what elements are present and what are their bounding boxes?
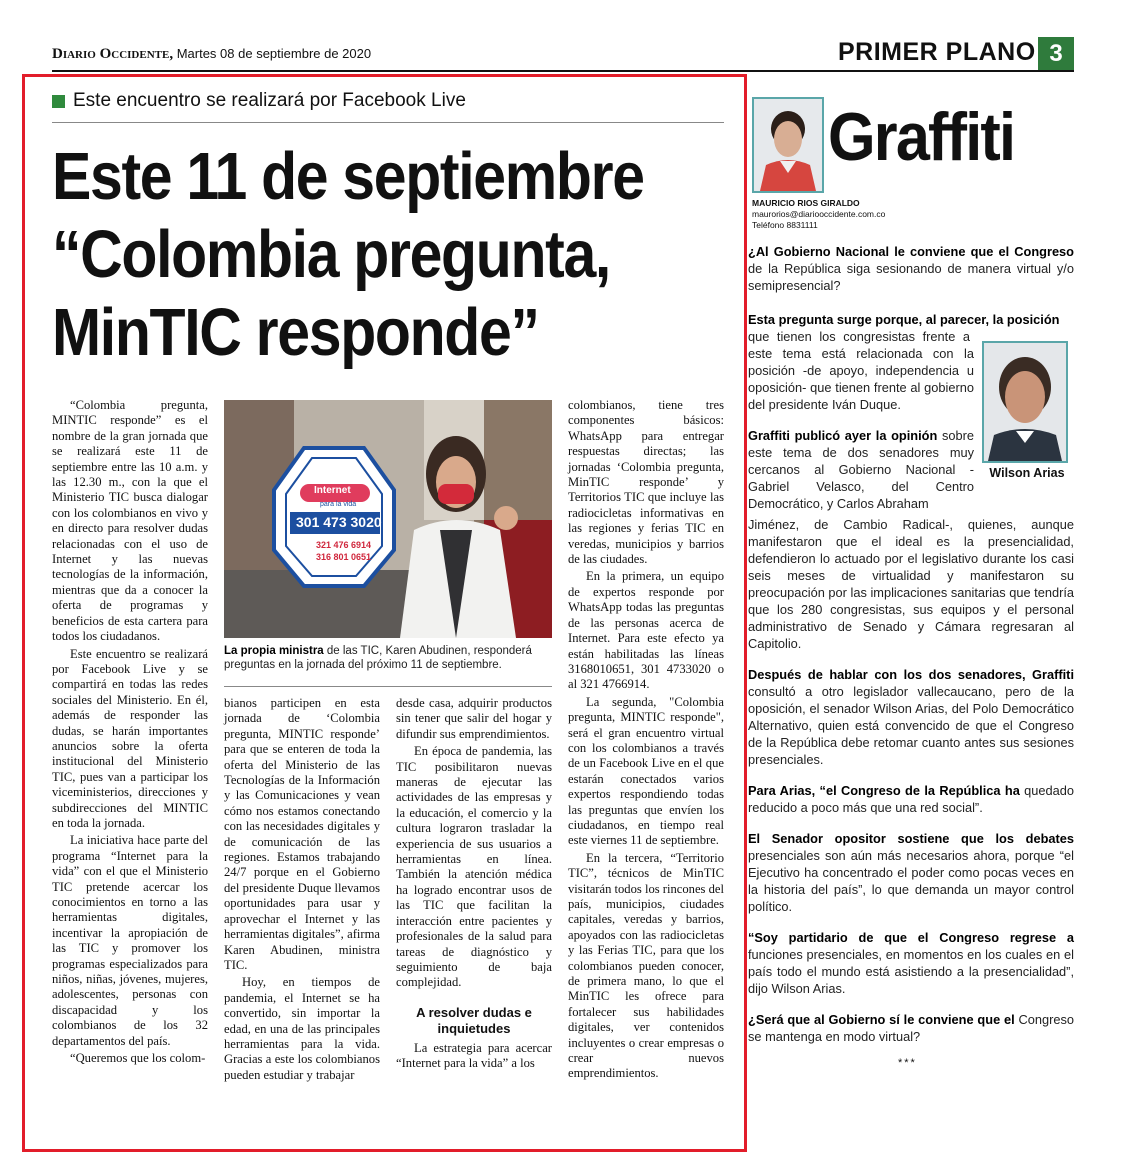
sign-phone-1: 301 473 3020 bbox=[296, 514, 382, 530]
graffiti-lead: Graffiti publicó ayer la opinión bbox=[748, 428, 938, 443]
sign-tagline: para la vida bbox=[320, 501, 357, 508]
article-subhead: A resolver dudas e inquietudes bbox=[416, 1004, 532, 1036]
author-phone: Teléfono 8831111 bbox=[752, 220, 818, 230]
graffiti-text-bottom bbox=[748, 516, 1074, 1059]
graffiti-lead: Esta pregunta surge porque, al parecer, la posición bbox=[748, 312, 1060, 327]
graffiti-body: de la República siga sesionando de manera virtual y/o semipresencial? bbox=[748, 261, 1074, 293]
paragraph: bianos participen en esta jornada de ‘Colombia pregunta, MINTIC responde’ para que se enteren de toda la oferta del Ministerio de las Tecnologías de la Información y las Comunicaciones y vean cómo nos estamos conectando con las necesidades digitales y de comunicación de las regiones. Estamos trabajando 24/7 porque en el Gobierno del presidente Duque llevamos oportunidades para usar y aprovechar el Internet y las herramientas digitales”, afirma Karen Abudinen, ministra TIC. bbox=[224, 696, 380, 972]
minister-photo-illustration bbox=[224, 400, 552, 638]
graffiti-body: presenciales son aún más necesarios ahora, porque “el Ejecutivo ha concentrado el poder como pocas veces en la historia del país”, lo que demanda un mayor control político. bbox=[748, 848, 1074, 914]
paragraph: En la primera, un equipo de expertos responde por WhatsApp todas las preguntas de las personas acerca de Internet. Para este efecto ya están habilitadas las líneas 3168010651, 301 4733020 o al 321 4766914. bbox=[568, 569, 724, 692]
author-portrait-illustration bbox=[754, 99, 822, 191]
section-title: PRIMER PLANO bbox=[838, 38, 1036, 66]
graffiti-paragraph bbox=[748, 311, 1060, 413]
article-column-2 bbox=[224, 696, 380, 1085]
graffiti-paragraph bbox=[748, 516, 1074, 652]
kicker-rule bbox=[52, 122, 724, 123]
paragraph: “Colombia pregunta, MINTIC responde” es el nombre de la gran jornada que se realizará este 11 de septiembre entre las 10 a.m. y las 12.30 m., con la que el Ministerio TIC busca dialogar con los colombianos en vivo y en directo para resolver dudas relacionadas con el uso de Internet y las nuevas tecnologías de la información, mientras que da a conocer la oferta de programas y beneficios de esta cartera para todos los ciudadanos. bbox=[52, 398, 208, 644]
graffiti-lead: ¿Será que al Gobierno sí le conviene que el bbox=[748, 1012, 1015, 1027]
graffiti-lead: Para Arias, “el Congreso de la República ha bbox=[748, 783, 1020, 798]
author-email: maurorios@diariooccidente.com.co bbox=[752, 209, 886, 219]
article-photo bbox=[224, 400, 552, 638]
paragraph: Hoy, en tiempos de pandemia, el Internet se ha convertido, sin importar la edad, en una de las principales herramientas para la vida. Gracias a este los colombianos pueden estudiar y trabajar bbox=[224, 975, 380, 1082]
paragraph: “Queremos que los colom- bbox=[70, 1051, 206, 1066]
graffiti-lead: “Soy partidario de que el Congreso regrese a bbox=[748, 930, 1074, 945]
headline-line-2: “Colombia pregunta, bbox=[52, 217, 610, 292]
paragraph: En la tercera, “Territorio TIC”, técnicos de MinTIC visitarán todos los rincones del país, municipios, ciudades capitales, veredas y barrios, apoyados con las radiocicletas y las Ferias TIC, para que los colombianos pueden conocer, de primera mano, lo que el MinTIC les ofrece para fortalecer sus habilidades digitales, ver contenidos incluyentes o crear empresas o crear nuevos emprendimientos. bbox=[568, 850, 724, 1081]
paragraph: La iniciativa hace parte del programa “Internet para la vida” con el que el Ministerio TIC pretende acercar los conocimientos en torno a las herramientas digitales, incentivar la apropiación de las TIC y promover los programas especializados para niños, niñas, jóvenes, mujeres, adolescentes, personas con discapacidad y los colombianos de los 32 departamentos del país. bbox=[52, 833, 208, 1048]
graffiti-body: que tienen los congresistas frente a este tema está relacionada con la posición -de apoyo, independencia u oposición- que tienen frente al gobierno del presidente Iván Duque. bbox=[748, 329, 974, 412]
wilson-arias-photo bbox=[982, 341, 1068, 463]
headline-line-3: MinTIC responde” bbox=[52, 295, 539, 370]
author-name: MAURICIO RIOS GIRALDO bbox=[752, 198, 860, 208]
graffiti-lead: El Senador opositor sostiene que los debates bbox=[748, 831, 1074, 846]
article-column-3 bbox=[396, 696, 552, 1074]
author-photo bbox=[752, 97, 824, 193]
caption-lead: La propia ministra bbox=[224, 645, 324, 657]
paragraph: desde casa, adquirir productos sin tener que salir del hogar y difundir sus emprendimientos. bbox=[396, 696, 552, 741]
end-mark: *** bbox=[898, 1057, 917, 1069]
article-column-1 bbox=[52, 398, 208, 1068]
kicker-square-icon bbox=[52, 95, 65, 108]
graffiti-body: consultó a otro legislador vallecaucano, pero de la oposición, el senador Wilson Arias, del Polo Democrático Alternativo, quien está convencido de que el Congreso de la República debe retomar cuanto antes sus sesiones presenciales. bbox=[748, 684, 1074, 767]
graffiti-paragraph bbox=[748, 929, 1074, 997]
paragraph: colombianos, tiene tres componentes básicos: WhatsApp para entregar respuestas directas; las jornadas ‘Colombia pregunta, MinTIC responde’ y Territorios TIC que incluye las radiocicletas informativas en las regiones y ferias TIC en veredas, municipios y barrios de las ciudades. bbox=[568, 398, 724, 567]
graffiti-paragraph bbox=[748, 427, 974, 512]
header-rule bbox=[52, 70, 1074, 72]
graffiti-paragraph bbox=[748, 830, 1074, 915]
sign-phone-3: 316 801 0651 bbox=[316, 552, 372, 562]
wilson-arias-caption: Wilson Arias bbox=[989, 466, 1065, 480]
article-column-4 bbox=[568, 398, 724, 1084]
paragraph: La segunda, "Colombia pregunta, MINTIC responde", será el gran encuentro virtual con los colombianos a través de un Facebook Live en el que estarán conectados varios expertos respondiendo todas las preguntas que envíen los ciudadanos, en tiempo real este viernes 11 de septiembre. bbox=[568, 694, 724, 848]
graffiti-lead: ¿Al Gobierno Nacional le conviene que el Congreso bbox=[748, 244, 1074, 259]
issue-date: Martes 08 de septiembre de 2020 bbox=[176, 46, 372, 61]
graffiti-paragraph bbox=[748, 1011, 1074, 1045]
graffiti-body: sobre este tema de dos senadores muy cercanos al Gobierno Nacional - Gabriel Velasco, del Centro Democrático, y Carlos Abraham bbox=[748, 428, 974, 511]
graffiti-paragraph bbox=[748, 243, 1074, 294]
sign-phone-2: 321 476 6914 bbox=[316, 540, 372, 550]
caption-rule bbox=[224, 686, 552, 687]
photo-caption bbox=[224, 644, 552, 672]
article-kicker: Este encuentro se realizará por Facebook Live bbox=[73, 90, 466, 111]
page-number: 3 bbox=[1038, 37, 1074, 71]
article-headline bbox=[52, 138, 659, 372]
caption-text: de las TIC, Karen Abudinen, responderá preguntas en la jornada del próximo 11 de septiembre. bbox=[224, 645, 532, 671]
graffiti-lead: Después de hablar con los dos senadores, Graffiti bbox=[748, 667, 1074, 682]
column-title: Graffiti bbox=[828, 99, 1015, 175]
masthead bbox=[52, 46, 371, 63]
sign-brand: Internet bbox=[314, 485, 351, 496]
graffiti-paragraph bbox=[748, 782, 1074, 816]
graffiti-body: Congreso se mantenga en modo virtual? bbox=[748, 1012, 1074, 1044]
graffiti-paragraph bbox=[748, 666, 1074, 768]
headline-line-1: Este 11 de septiembre bbox=[52, 139, 644, 214]
paragraph: En época de pandemia, las TIC posibilitaron nuevas maneras de ejecutar las actividades de las empresas y la educación, el comercio y la cultura lograron trasladar la experiencia de sus usuarios a herramientas en línea. También la atención médica ha logrado encontrar usos de las TIC que facilitan la interacción entre pacientes y profesionales de la salud para tareas de diagnóstico y seguimiento de baja complejidad. bbox=[396, 744, 552, 990]
graffiti-text-top bbox=[748, 243, 1074, 308]
paragraph: Este encuentro se realizará por Facebook Live y se compartirá en todas las redes sociales del Ministerio. En él, además de responder las dudas, se harán importantes anuncios sobre la oferta institucional del Ministerio TIC, pues van a participar los viceministerios, direcciones y subdirecciones del MINTIC en toda la jornada. bbox=[52, 646, 208, 830]
paragraph: La estrategia para acercar “Internet para la vida” a los bbox=[396, 1040, 552, 1071]
graffiti-body: funciones presenciales, en momentos en los cuales en el país todo el mundo está asistiendo a la presencialidad”, dijo Wilson Arias. bbox=[748, 947, 1074, 996]
graffiti-body: Jiménez, de Cambio Radical-, quienes, aunque manifestaron que el ideal es la presencialidad, defendieron lo actuado por el legislativo durante los casi seis meses de virtualidad y manifestaron su preocupación por las implicaciones sanitarias que tendría que los 280 congresistas, sus equipos y el personal administrativo de Senado y Cámara regresaran al Capitolio. bbox=[748, 517, 1074, 651]
graffiti-body: quedado reducido a poco más que una red social”. bbox=[748, 783, 1075, 815]
wilson-arias-portrait-illustration bbox=[984, 343, 1066, 461]
newspaper-brand: Diario Occidente, bbox=[52, 46, 174, 62]
